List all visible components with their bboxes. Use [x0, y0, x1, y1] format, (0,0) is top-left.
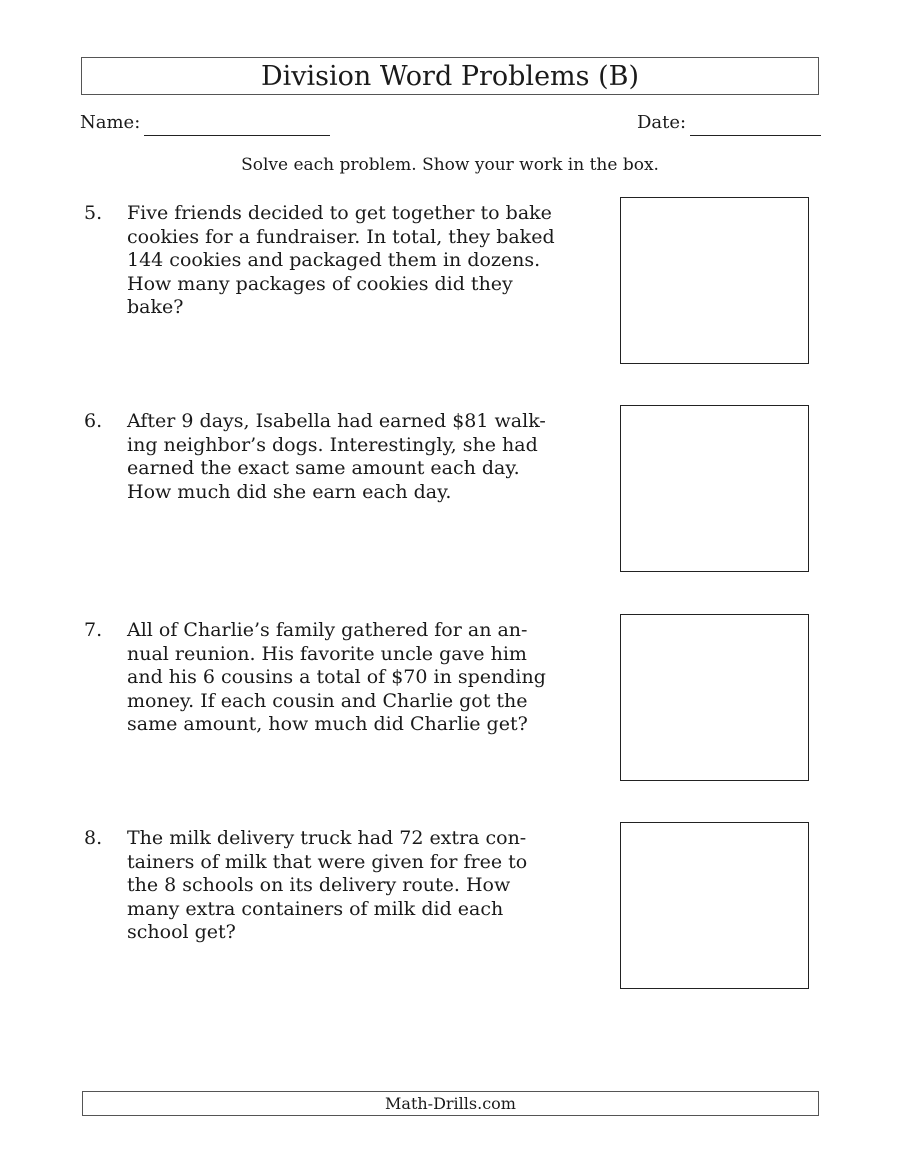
name-blank-line[interactable]	[144, 135, 330, 136]
answer-box[interactable]	[620, 197, 809, 364]
answer-box[interactable]	[620, 614, 809, 781]
footer-text: Math-Drills.com	[385, 1094, 516, 1113]
problem-text: Five friends decided to get together to bake cookies for a fundraiser. In total, they baked 144 cookies and packaged them in dozens. How many packages of cookies did they bake?	[127, 202, 555, 318]
problem-text: All of Charlie’s family gathered for an an- nual reunion. His favorite uncle gave him and his 6 cousins a total of $70 in spending money. If each cousin and Charlie got the same amount, how much did Charlie get?	[127, 619, 546, 735]
instructions: Solve each problem. Show your work in the box.	[241, 155, 659, 175]
problem-text: After 9 days, Isabella had earned $81 walk- ing neighbor’s dogs. Interestingly, she had earned the exact same amount each day. How much did she earn each day.	[127, 410, 546, 503]
problem-number: 8.	[84, 827, 103, 849]
date-blank-line[interactable]	[690, 135, 821, 136]
worksheet-title-text: Division Word Problems (B)	[260, 60, 639, 92]
problem-number: 7.	[84, 619, 103, 641]
answer-box[interactable]	[620, 822, 809, 989]
problem-number: 6.	[84, 410, 103, 432]
problem-number: 5.	[84, 202, 103, 224]
name-label: Name:	[80, 112, 141, 133]
footer	[82, 1091, 819, 1116]
answer-box[interactable]	[620, 405, 809, 572]
date-label: Date:	[637, 112, 687, 133]
problem-text: The milk delivery truck had 72 extra con- tainers of milk that were given for free to the 8 schools on its delivery route. How many extra containers of milk did each school get?	[127, 827, 528, 943]
worksheet-title	[81, 57, 819, 95]
